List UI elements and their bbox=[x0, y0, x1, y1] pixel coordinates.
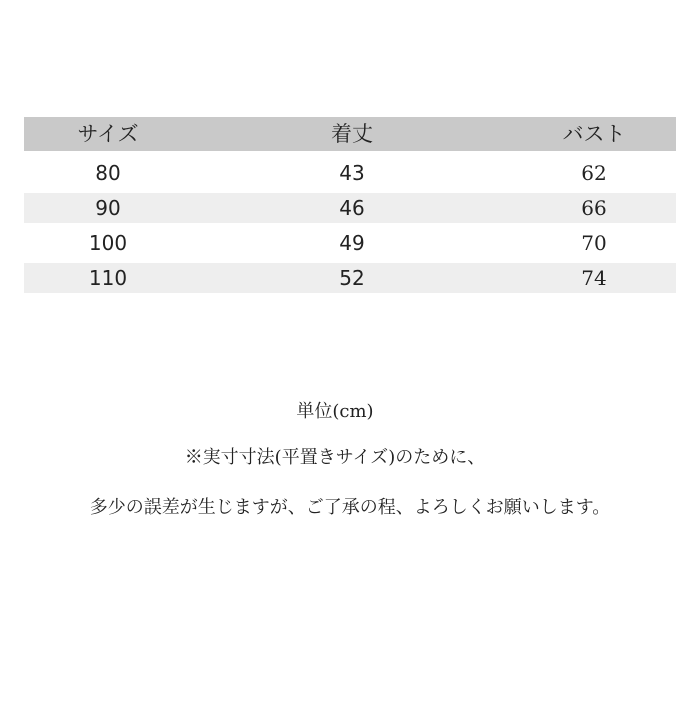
cell-length: 52 bbox=[339, 266, 365, 290]
cell-bust: 66 bbox=[581, 196, 607, 220]
table-header-row bbox=[24, 117, 676, 151]
header-bust: バスト bbox=[562, 122, 626, 146]
header-length: 着丈 bbox=[331, 122, 373, 146]
cell-size: 90 bbox=[95, 196, 121, 220]
table-row bbox=[24, 158, 676, 188]
cell-size: 110 bbox=[88, 266, 128, 290]
unit-note: 単位(cm) bbox=[296, 401, 374, 422]
header-size: サイズ bbox=[77, 122, 139, 146]
cell-bust: 74 bbox=[581, 266, 607, 290]
table-row bbox=[24, 228, 676, 258]
cell-size: 80 bbox=[95, 161, 121, 185]
notes-block bbox=[0, 400, 700, 520]
cell-length: 46 bbox=[339, 196, 365, 220]
table-row bbox=[24, 263, 676, 293]
measurement-note: ※実寸寸法(平置きサイズ)のために、 bbox=[184, 447, 486, 468]
cell-size: 100 bbox=[88, 231, 128, 255]
cell-length: 43 bbox=[339, 161, 365, 185]
cell-bust: 70 bbox=[581, 231, 607, 255]
table-row bbox=[24, 193, 676, 223]
tolerance-note: 多少の誤差が生じますが、ご了承の程、よろしくお願いします。 bbox=[89, 497, 611, 518]
size-table bbox=[24, 117, 676, 298]
cell-bust: 62 bbox=[581, 161, 607, 185]
cell-length: 49 bbox=[339, 231, 365, 255]
